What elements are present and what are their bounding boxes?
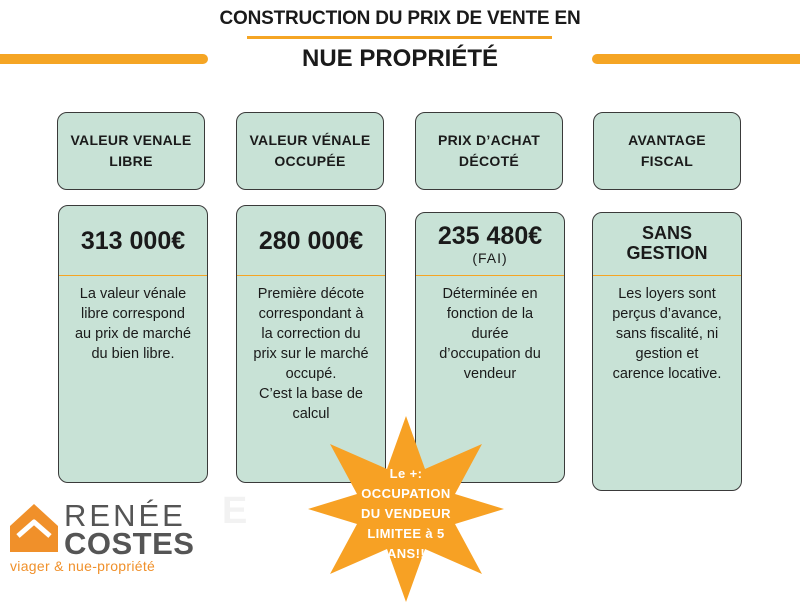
card-description: Les loyers sont perçus d’avance, sans fiscalité, ni gestion et carence locative. (612, 286, 722, 382)
card-value-area (59, 206, 207, 276)
header-valeur-venale-libre: VALEUR VENALE LIBRE (57, 112, 205, 190)
header-prix-achat-decote: PRIX D’ACHAT DÉCOTÉ (415, 112, 563, 190)
card-avantage-fiscal (592, 212, 742, 491)
decorative-bar-right (592, 54, 800, 64)
card-value: 280 000€ (258, 226, 364, 255)
logo-name-line2: COSTES (64, 526, 195, 561)
card-valeur-venale-libre (58, 205, 208, 483)
house-logo-icon (8, 502, 60, 554)
page-title: CONSTRUCTION DU PRIX DE VENTE EN (219, 8, 581, 29)
star-burst (304, 414, 508, 604)
decorative-bar-left (0, 54, 208, 64)
card-value: 235 480€ (437, 222, 543, 250)
page-subtitle: NUE PROPRIÉTÉ (301, 45, 499, 72)
star-text: Le +: OCCUPATION DU VENDEUR LIMITEE à 5 ANS!! (361, 466, 451, 561)
logo (8, 498, 208, 578)
card-description: Première décote correspondant à la correction du prix sur le marché occupé. C’est la base de calcul (253, 286, 369, 422)
logo-tagline: viager & nue-propriété (10, 558, 156, 574)
watermark-ghost: E (222, 490, 248, 532)
card-value: 313 000€ (80, 226, 186, 255)
logo-name-line1: RENÉE (64, 498, 186, 533)
title-underline (247, 36, 552, 39)
card-value-area (416, 213, 564, 276)
header-valeur-venale-occupee: VALEUR VÉNALE OCCUPÉE (236, 112, 384, 190)
card-value: SANS GESTION (626, 223, 708, 263)
card-value-area (593, 213, 741, 276)
card-value-suffix: (FAI) (472, 250, 508, 266)
card-description: La valeur vénale libre correspond au prix de marché du bien libre. (74, 286, 192, 362)
card-value-area (237, 206, 385, 276)
card-description: Déterminée en fonction de la durée d’occupation du vendeur (439, 286, 541, 382)
header-avantage-fiscal: AVANTAGE FISCAL (593, 112, 741, 190)
